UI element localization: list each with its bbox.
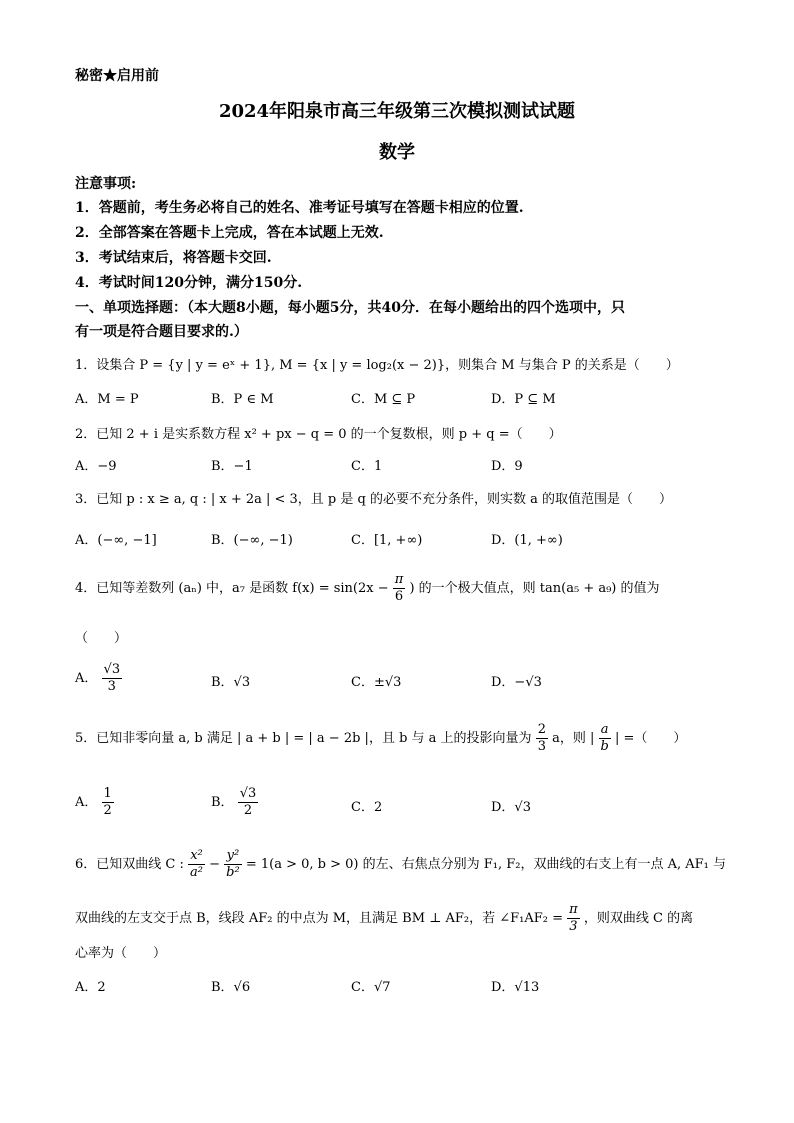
question-3-option-d: D．(1, +∞) [491,533,563,548]
question-1-option-c: C．M ⊆ P [351,392,416,407]
question-6-stem: 6．已知双曲线 C : $\frac{\text{x²}}{\text{a²}}$ − $\frac{\text{y²}}{\text{b²}}$ = 1(a > 0, b > 0) 的左、右焦点分别为 F₁, F₂，双曲线的右支上有一点 A, AF₁ 与 [75,848,727,880]
question-5-option-a: A． $\frac{1}{2}$ [75,786,112,818]
notice-item: 3．考试结束后，将答题卡交回. [75,250,272,266]
question-4-stem-part2: ) 的一个极大值点，则 tan(a₅ + a₉) 的值为 [409,581,660,596]
subject-title: 数学 [379,142,415,163]
secret-label: 秘密★启用前 [75,68,159,84]
question-4-option-a: A． $\frac{√3}{3}$ [75,662,121,694]
question-5-option-c: C．2 [351,800,383,815]
question-2-option-b: B．−1 [211,459,253,474]
question-6-option-b: B．√6 [211,980,251,995]
question-3-option-a: A．(−∞, −1] [75,533,157,548]
question-1-option-a: A．M = P [75,392,139,407]
question-4-option-b: B．√3 [211,675,251,690]
question-5-option-d: D．√3 [491,800,531,815]
question-1-stem: 1．设集合 P = {y | y = eˣ + 1}, M = {x | y = log₂(x − 2)}，则集合 M 与集合 P 的关系是（ ） [75,358,679,373]
question-3-option-b: B．(−∞, −1) [211,533,293,548]
question-6-option-a: A．2 [75,980,106,995]
question-6-stem-line2: 双曲线的左支交于点 B，线段 AF₂ 的中点为 M，且满足 BM ⊥ AF₂，若 ∠F₁AF₂ = $\frac{\pi}{3}$ ，则双曲线 C 的离 [75,902,694,934]
question-4-stem-line2: （ ） [75,631,128,646]
question-6-option-c: C．√7 [351,980,391,995]
question-1-option-b: B．P ∈ M [211,392,274,407]
notice-item: 1．答题前，考生务必将自己的姓名、准考证号填写在答题卡相应的位置. [75,200,524,216]
question-2-option-c: C．1 [351,459,383,474]
question-2-stem: 2．已知 2 + i 是实系数方程 x² + px − q = 0 的一个复数根，则 p + q =（ ） [75,427,562,442]
question-6-option-d: D．√13 [491,980,540,995]
question-3-stem: 3．已知 p : x ≥ a, q : | x + 2a | < 3，且 p 是 q 的必要不充分条件，则实数 a 的取值范围是（ ） [75,492,672,507]
question-4-option-d: D．−√3 [491,675,542,690]
pi-over-6-fraction: $\frac{\pi}{6}$ [394,572,404,604]
question-4-stem-part1: 4．已知等差数列 (aₙ) 中，a₇ 是函数 f(x) = sin(2x − [75,581,389,596]
question-2-option-d: D．9 [491,459,523,474]
question-4-option-c: C．±√3 [351,675,402,690]
question-3-option-c: C．[1, +∞) [351,533,423,548]
exam-title: 2024年阳泉市高三年级第三次模拟测试试题 [218,101,576,122]
section-heading-line2: 有一项是符合题目要求的.） [75,324,248,340]
question-5-option-b: B． $\frac{√3}{2}$ [211,786,257,818]
section-heading-line1: 一、单项选择题：（本大题8小题，每小题5分，共40分．在每小题给出的四个选项中，只 [75,300,625,316]
notice-item: 4．考试时间120分钟，满分150分. [75,275,303,291]
question-5-stem: 5．已知非零向量 a, b 满足 | a + b | = | a − 2b |，且 b 与 a 上的投影向量为 $\frac{2}{3}$ a，则 | $\frac{a}{b}$ | =（ ） [75,722,687,754]
notice-item: 2．全部答案在答题卡上完成，答在本试题上无效. [75,225,384,241]
question-2-option-a: A．−9 [75,459,117,474]
question-1-option-d: D．P ⊆ M [491,392,556,407]
question-6-stem-line3: 心率为（ ） [75,946,167,961]
notice-heading: 注意事项: [75,176,137,192]
question-4-stem [75,572,660,605]
